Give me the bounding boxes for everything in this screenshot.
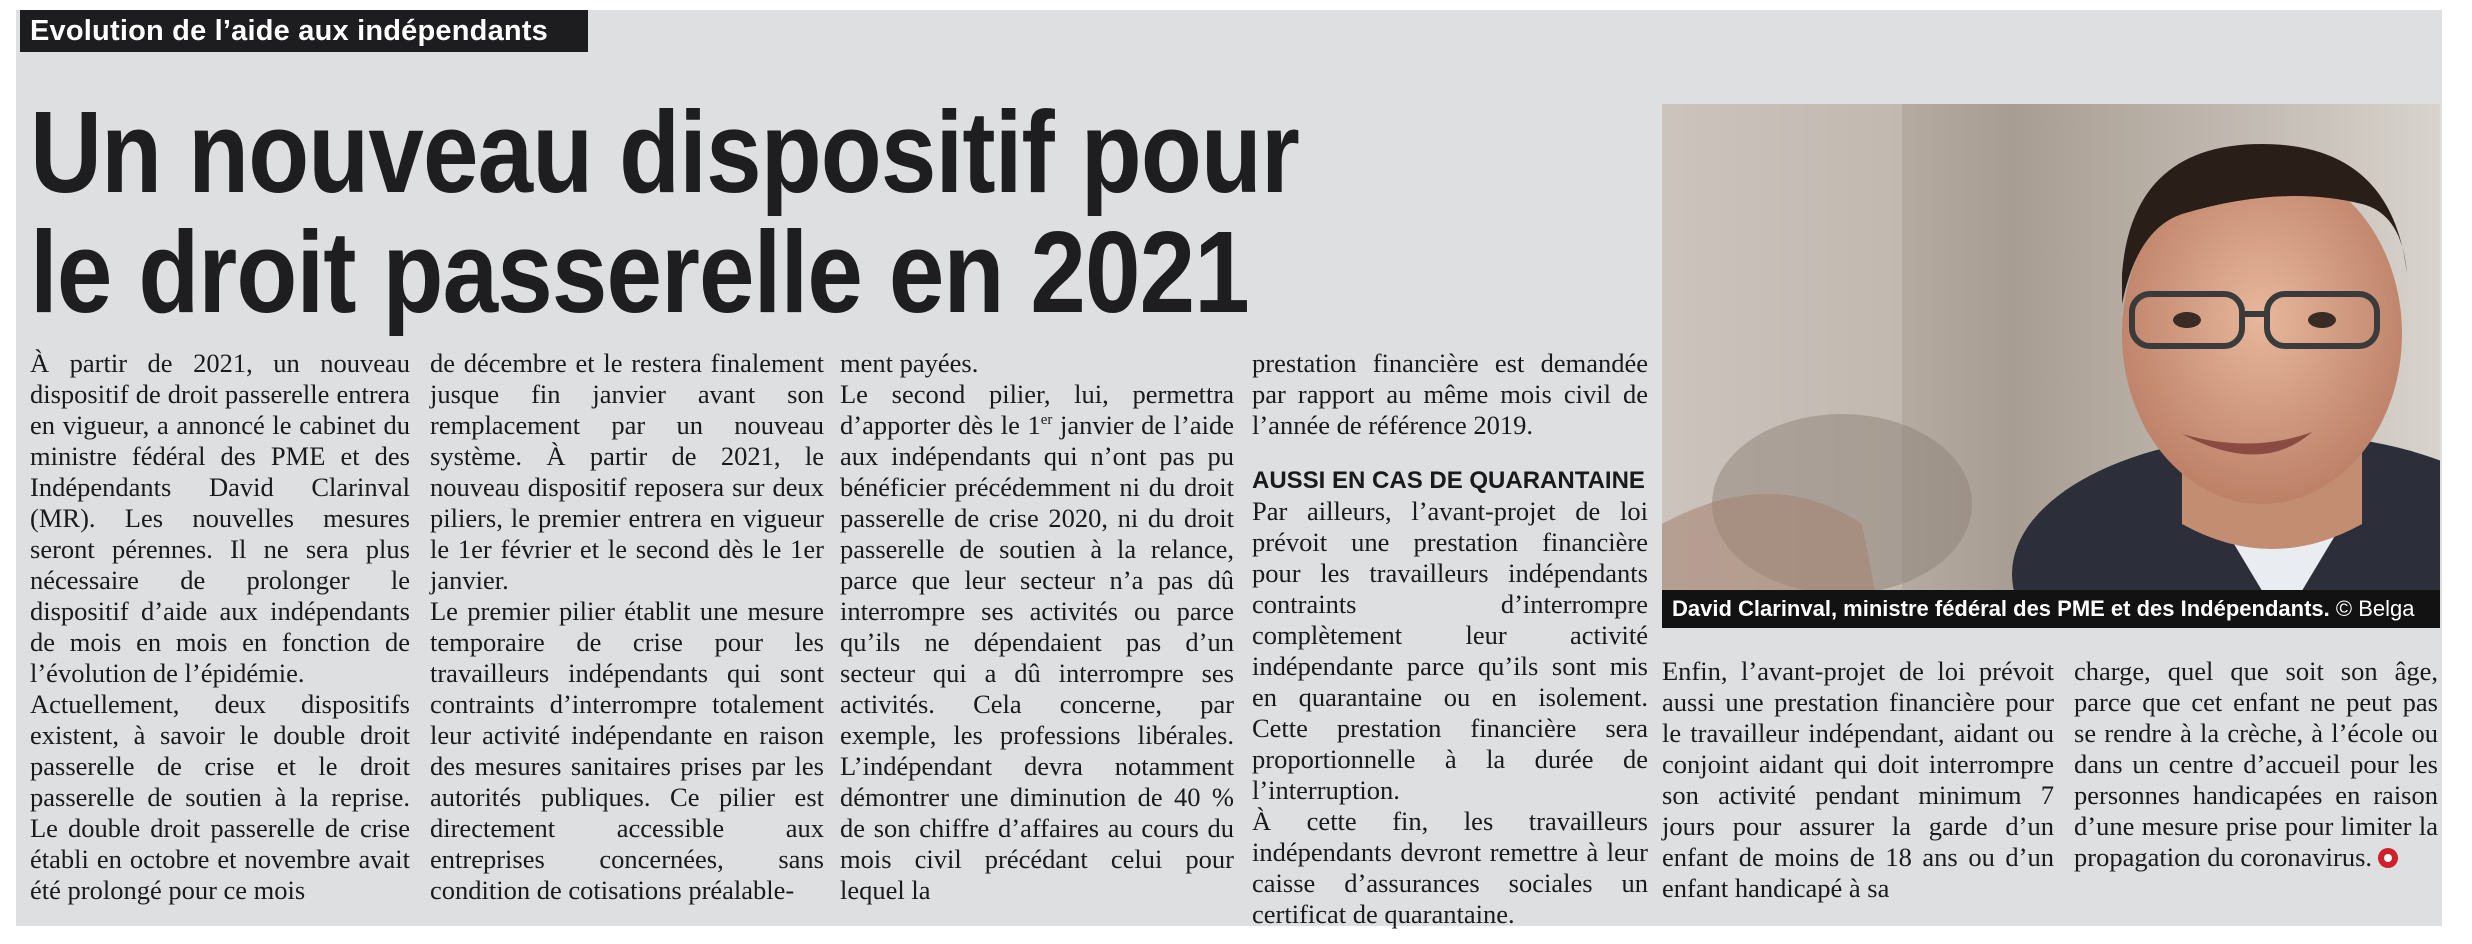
photo-caption bbox=[1662, 590, 2440, 628]
portrait-illustration bbox=[1662, 104, 2440, 628]
article-paragraph bbox=[2074, 656, 2438, 873]
caption-text: David Clarinval, ministre fédéral des PME et des Indépendants. bbox=[1672, 596, 2330, 621]
headline-line-2: le droit passerelle en 2021 bbox=[30, 207, 1249, 337]
article-paragraph: de décembre et le restera finalement jusque fin janvier avant son remplacement par un nouveau système. À partir de 2021, le nouveau dispositif reposera sur deux piliers, le premier entrera en vigueur le 1er février et le second dès le 1er janvier. bbox=[430, 348, 824, 595]
article-paragraph: prestation financière est demandée par rapport au même mois civil de l’année de référence 2019. bbox=[1252, 348, 1648, 440]
article-subheading: AUSSI EN CAS DE QUARANTAINE bbox=[1252, 467, 1645, 494]
article-paragraph: ment payées. bbox=[840, 348, 979, 378]
article-paragraph: Le premier pilier établit une mesure temporaire de crise pour les travailleurs indépendants qui sont contraints d’interrompre totalement leur activité indépendante en raison des mesures sanitaires prises par les autorités publiques. Ce pilier est directement accessible aux entreprises concernées, sans condition de cotisations préalable- bbox=[430, 596, 824, 905]
headline bbox=[30, 87, 1299, 337]
article-paragraph: À cette fin, les travailleurs indépendants devront remettre à leur caisse d’assurances sociales un certificat de quarantaine. bbox=[1252, 806, 1648, 929]
article-column-4 bbox=[1252, 348, 1648, 930]
article-column-1 bbox=[30, 348, 410, 906]
article-column-5 bbox=[1662, 656, 2054, 904]
end-of-article-icon bbox=[2378, 848, 2398, 868]
paragraph-text: charge, quel que soit son âge, parce que cet enfant ne peut pas se rendre à la crèche, à l’école ou dans un centre d’accueil pour les personnes handicapées en raison d’une mesure prise pour limiter la propagation du coronavirus. bbox=[2074, 656, 2438, 872]
ordinal-superscript: er bbox=[1040, 412, 1053, 429]
article-column-6 bbox=[2074, 656, 2438, 873]
article-column-3 bbox=[840, 348, 1234, 906]
article-paragraph bbox=[840, 379, 1234, 906]
headline-line-1: Un nouveau dispositif pour bbox=[30, 87, 1299, 217]
article-paragraph: Actuellement, deux dispositifs existent, à savoir le double droit passerelle de crise et le droit passerelle de soutien à la reprise. Le double droit passerelle de crise établi en octobre et novembre avait été prolongé pour ce mois bbox=[30, 689, 410, 905]
article-column-2 bbox=[430, 348, 824, 906]
portrait-photo bbox=[1662, 104, 2440, 628]
photo-credit: © Belga bbox=[2335, 596, 2415, 621]
article-paragraph: À partir de 2021, un nouveau dispositif de droit passerelle entrera en vigueur, a annoncé le cabinet du ministre fédéral des PME et des Indépendants David Clarinval (MR). Les nouvelles mesures seront pérennes. Il ne sera plus nécessaire de prolonger le dispositif d’aide aux indépendants de mois en mois en fonction de l’évolution de l’épidémie. bbox=[30, 348, 410, 688]
section-kicker: Evolution de l’aide aux indépendants bbox=[20, 10, 588, 52]
paragraph-text: Le second pilier, lui, permettra d’apporter dès le 1 bbox=[840, 379, 1234, 440]
article-paragraph: Par ailleurs, l’avant-projet de loi prévoit une prestation financière pour les travailleurs indépendants contraints d’interrompre complètement leur activité indépendante parce qu’ils sont mis en quarantaine ou en isolement. Cette prestation financière sera proportionnelle à la durée de l’interruption. bbox=[1252, 496, 1648, 805]
paragraph-text: janvier de l’aide aux indépendants qui n’ont pas pu bénéficier précédemment ni du droit passerelle de crise 2020, ni du droit passerelle de soutien à la relance, parce que leur secteur n’a pas dû interrompre ses activités ou parce qu’ils ne dépendaient pas d’un secteur qui a dû interrompre ses activités. Cela concerne, par exemple, les professions libérales. L’indépendant devra notamment démontrer une diminution de 40 % de son chiffre d’affaires au cours du mois civil précédant celui pour lequel la bbox=[840, 410, 1234, 905]
newspaper-page bbox=[16, 10, 2442, 929]
article-paragraph: Enfin, l’avant-projet de loi prévoit aussi une prestation financière pour le travailleur indépendant, aidant ou conjoint aidant qui doit interrompre son activité pendant minimum 7 jours pour assurer la garde d’un enfant de moins de 18 ans ou d’un enfant handicapé à sa bbox=[1662, 656, 2054, 903]
